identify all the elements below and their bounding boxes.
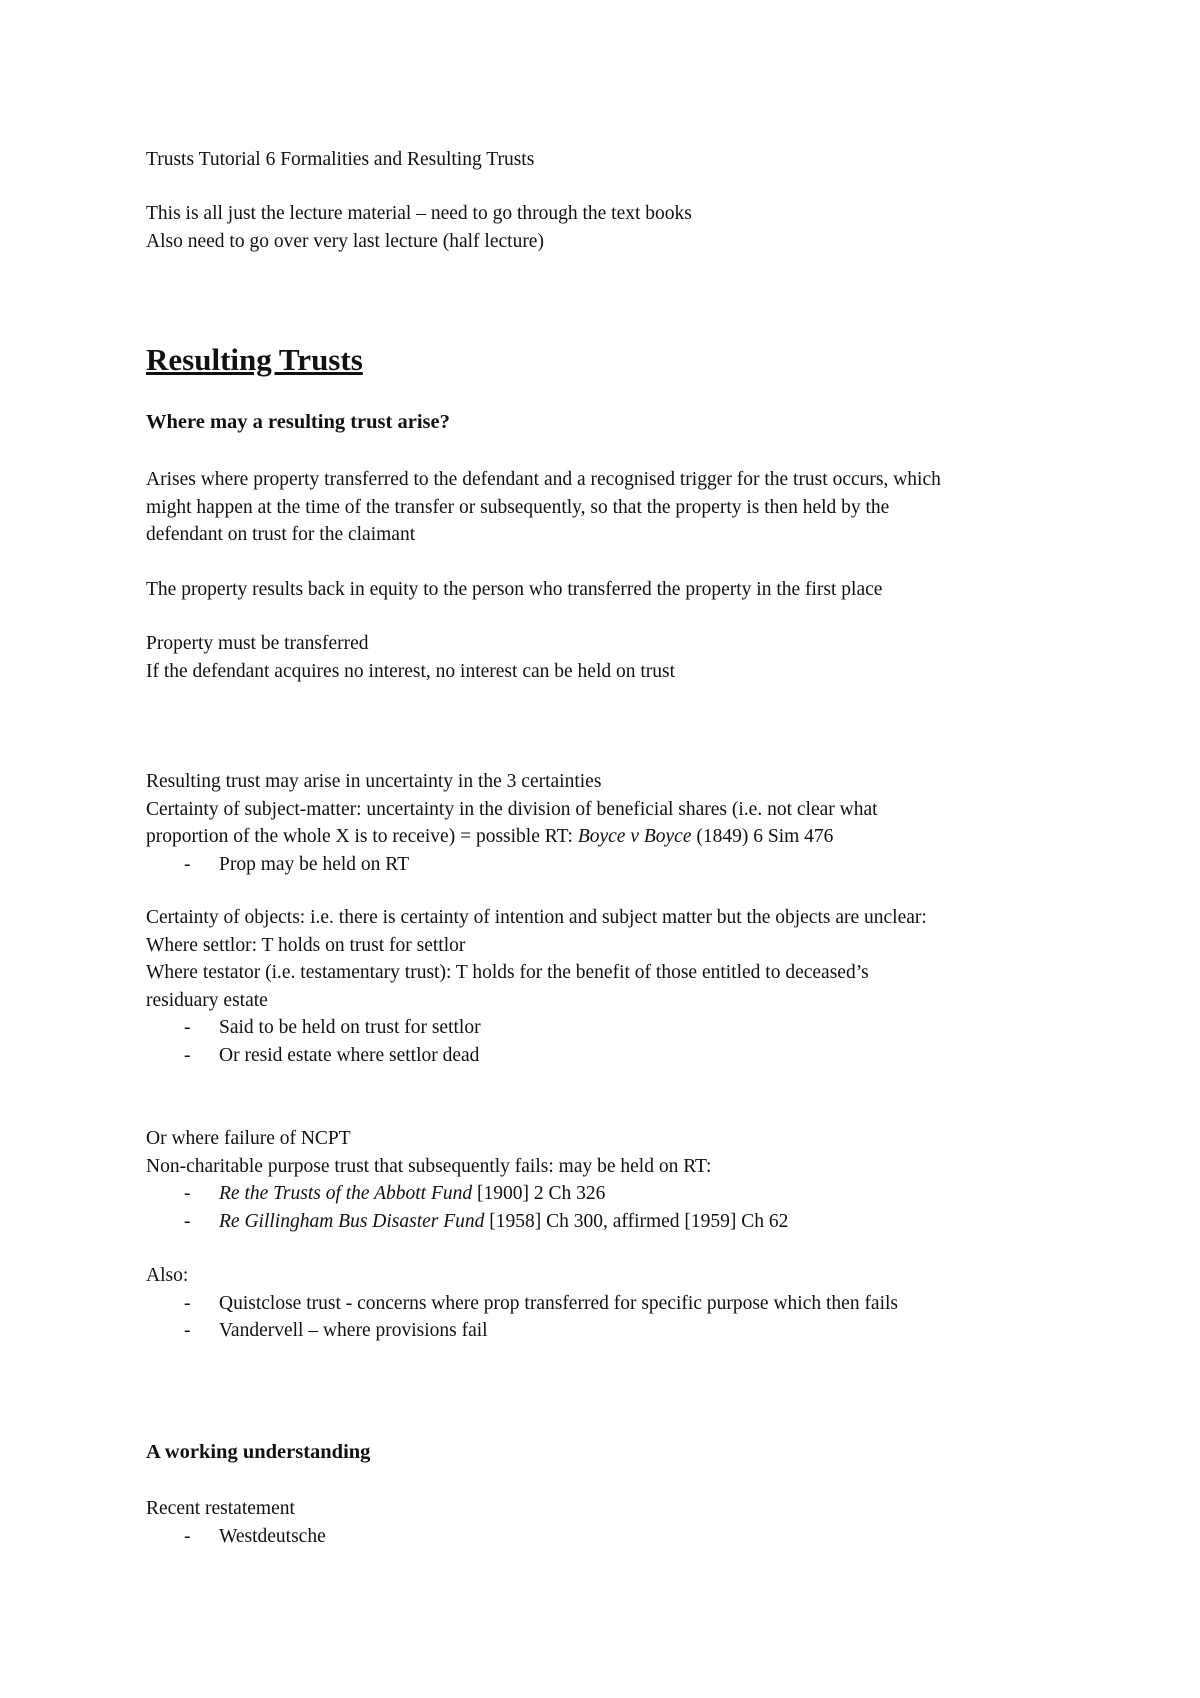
paragraph-line: Also: <box>146 1265 189 1286</box>
ncpt-paragraph <box>146 1125 1086 1235</box>
also-paragraph <box>146 1262 1086 1345</box>
objects-paragraph <box>146 904 1086 1069</box>
restatement-paragraph <box>146 1495 1086 1550</box>
paragraph-line: Or where failure of NCPT <box>146 1128 351 1149</box>
paragraph-line: If the defendant acquires no interest, no interest can be held on trust <box>146 660 676 682</box>
case-name-abbott: Re the Trusts of the Abbott Fund <box>219 1183 473 1204</box>
certainties-paragraph <box>146 768 1086 878</box>
paragraph-line: residuary estate <box>146 989 268 1011</box>
paragraph-line: Non-charitable purpose trust that subsequently fails: may be held on RT: <box>146 1155 712 1177</box>
paragraph-line: Recent restatement <box>146 1498 295 1519</box>
case-citation: (1849) 6 Sim 476 <box>691 826 834 847</box>
paragraph-line: Arises where property transferred to the defendant and a recognised trigger for the trust occurs, which <box>146 469 941 490</box>
line-text: proportion of the whole X is to receive) = possible RT: <box>146 826 578 847</box>
paragraph-line: Where settlor: T holds on trust for settlor <box>146 934 466 956</box>
document-title: Trusts Tutorial 6 Formalities and Resulting Trusts <box>146 149 535 170</box>
case-citation: [1958] Ch 300, affirmed [1959] Ch 62 <box>484 1210 789 1232</box>
case-name-boyce: Boyce v Boyce <box>577 826 692 847</box>
heading-where-may-arise: Where may a resulting trust arise? <box>146 411 450 433</box>
bullet-item: - Said to be held on trust for settlor <box>146 1014 1086 1042</box>
paragraph-line: defendant on trust for the claimant <box>146 524 416 545</box>
paragraph-line: Certainty of objects: i.e. there is certainty of intention and subject matter but the objects are unclear: <box>146 907 927 928</box>
paragraph-line: might happen at the time of the transfer or subsequently, so that the property is then held by the <box>146 496 890 518</box>
bullet-item: - Westdeutsche <box>146 1523 1086 1551</box>
bullet-item: - Vandervell – where provisions fail <box>146 1317 1086 1345</box>
intro-line: This is all just the lecture material – need to go through the text books <box>146 203 692 224</box>
case-citation: [1900] 2 Ch 326 <box>472 1183 606 1204</box>
paragraph-line: Certainty of subject-matter: uncertainty in the division of beneficial shares (i.e. not clear what <box>146 798 878 820</box>
bullet-item: - Quistclose trust - concerns where prop transferred for specific purpose which then fails <box>146 1290 1086 1318</box>
paragraph-line: Property must be transferred <box>146 633 369 654</box>
paragraph-line <box>146 823 1086 851</box>
paragraph-line: Resulting trust may arise in uncertainty in the 3 certainties <box>146 771 602 792</box>
intro-line: Also need to go over very last lecture (half lecture) <box>146 230 544 252</box>
heading-working-understanding: A working understanding <box>146 1441 371 1463</box>
arises-paragraph <box>146 466 1086 549</box>
intro-paragraph <box>146 200 1086 255</box>
property-paragraph <box>146 630 1086 685</box>
paragraph-line: Where testator (i.e. testamentary trust): T holds for the benefit of those entitled to deceased’s <box>146 962 869 983</box>
heading-resulting-trusts: Resulting Trusts <box>146 342 363 377</box>
bullet-item: - Or resid estate where settlor dead <box>146 1042 1086 1070</box>
bullet-item <box>146 1180 1086 1208</box>
results-back-paragraph: The property results back in equity to the person who transferred the property in the first place <box>146 579 883 600</box>
case-name-gillingham: Re Gillingham Bus Disaster Fund <box>219 1210 485 1232</box>
bullet-item: - Prop may be held on RT <box>146 851 1086 879</box>
bullet-item <box>146 1208 1086 1236</box>
